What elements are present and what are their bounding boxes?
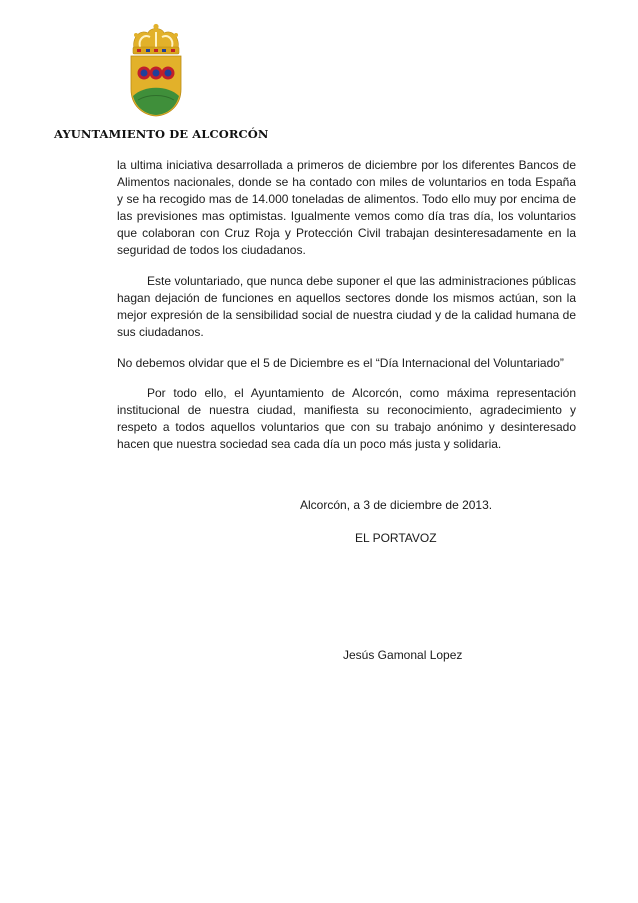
organization-name: AYUNTAMIENTO DE ALCORCÓN bbox=[54, 127, 269, 141]
signer-name: Jesús Gamonal Lopez bbox=[343, 648, 463, 662]
signer-role: EL PORTAVOZ bbox=[355, 531, 437, 545]
letter-body bbox=[117, 157, 576, 453]
paragraph-4: Por todo ello, el Ayuntamiento de Alcorcón, como máxima representación institucional de nuestra ciudad, manifiesta su reconocimiento, agradecimiento y respeto a todos aquellos voluntarios que con su trabajo anónimo y desinteresado hacen que nuestra sociedad sea cada día un poco más justa y solidaria. bbox=[117, 386, 576, 451]
shield-icon bbox=[131, 56, 181, 116]
paragraph-3: No debemos olvidar que el 5 de Diciembre es el “Día Internacional del Voluntariado” bbox=[117, 356, 564, 370]
coat-of-arms-logo bbox=[126, 23, 186, 117]
place-date: Alcorcón, a 3 de diciembre de 2013. bbox=[300, 498, 493, 512]
crown-icon bbox=[133, 24, 179, 54]
paragraph-1: la ultima iniciativa desarrollada a primeros de diciembre por los diferentes Bancos de Alimentos nacionales, donde se ha contado con miles de voluntarios en toda España y se ha recogido mas de 14.000 toneladas de alimentos. Todo ello muy por encima de las previsiones mas optimistas. Igualmente vemos como día tras día, los voluntarios que colaboran con Cruz Roja y Protección Civil trabajan desinteresadamente en la seguridad de todos los ciudadanos. bbox=[117, 158, 576, 257]
paragraph-2: Este voluntariado, que nunca debe suponer el que las administraciones públicas hagan dejación de funciones en aquellos sectores donde los mismos actúan, son la mejor expresión de la sensibilidad social de nuestra ciudad y de la calidad humana de sus ciudadanos. bbox=[117, 274, 576, 339]
